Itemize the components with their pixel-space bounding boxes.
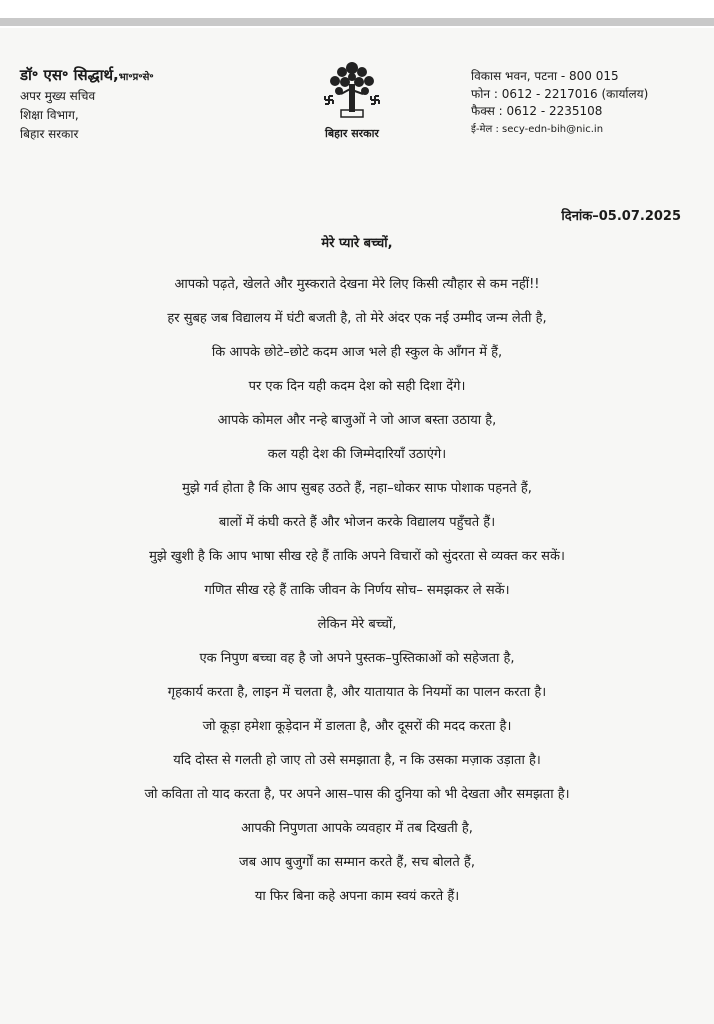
body-line: एक निपुण बच्चा वह है जो अपने पुस्तक–पुस्तिकाओं को सहेजता है, xyxy=(199,651,515,666)
body-line: कल यही देश की जिम्मेदारियाँ उठाएंगे। xyxy=(267,447,447,462)
body-line: आपके कोमल और नन्हे बाजुओं ने जो आज बस्ता उठाया है, xyxy=(217,413,497,428)
body-line: या फिर बिना कहे अपना काम स्वयं करते हैं। xyxy=(254,889,460,904)
body-line: जो कूड़ा हमेशा कूड़ेदान में डालता है, और दूसरों की मदद करता है। xyxy=(202,719,512,734)
contact-block xyxy=(471,68,648,138)
emblem-caption: बिहार सरकार xyxy=(325,127,379,140)
body-line: जो कविता तो याद करता है, पर अपने आस–पास की दुनिया को भी देखता और समझता है। xyxy=(144,787,570,802)
fax-line: फैक्स : 0612 - 2235108 xyxy=(471,104,603,118)
body-line: हर सुबह जब विद्यालय में घंटी बजती है, तो मेरे अंदर एक नई उम्मीद जन्म लेती है, xyxy=(167,311,547,326)
top-divider xyxy=(0,18,714,26)
bodhi-tree-icon xyxy=(317,54,387,124)
body-line: आपको पढ़ते, खेलते और मुस्कराते देखना मेरे लिए किसी त्यौहार से कम नहीं!! xyxy=(174,277,540,292)
sender-department: शिक्षा विभाग, xyxy=(20,108,79,122)
body-line: यदि दोस्त से गलती हो जाए तो उसे समझाता है, न कि उसका मज़ाक उड़ाता है। xyxy=(173,753,541,768)
letter-date: दिनांक–05.07.2025 xyxy=(561,209,681,224)
sender-government: बिहार सरकार xyxy=(20,127,79,141)
body-line: पर एक दिन यही कदम देश को सही दिशा देंगे। xyxy=(248,379,466,394)
body-line: बालों में कंघी करते हैं और भोजन करके विद्यालय पहुँचते हैं। xyxy=(218,515,496,530)
phone-line: फोन : 0612 - 2217016 (कार्यालय) xyxy=(471,86,649,101)
sender-designation: अपर मुख्य सचिव xyxy=(20,89,96,103)
body-line: लेकिन मेरे बच्चों, xyxy=(317,617,397,632)
sender-degree: भा॰प्र॰से॰ xyxy=(118,72,154,83)
letter-body xyxy=(0,274,714,920)
body-line: जब आप बुजुर्गों का सम्मान करते हैं, सच बोलते हैं, xyxy=(239,855,475,870)
body-line: कि आपके छोटे–छोटे कदम आज भले ही स्कुल के आँगन में हैं, xyxy=(211,345,503,360)
greeting: मेरे प्यारे बच्चों, xyxy=(321,236,393,251)
email-line: ई-मेल : secy-edn-bih@nic.in xyxy=(471,123,604,135)
top-bar xyxy=(0,0,714,28)
bihar-emblem xyxy=(308,54,396,141)
body-line: गृहकार्य करता है, लाइन में चलता है, और यातायात के नियमों का पालन करता है। xyxy=(167,685,547,700)
sender-name: डॉ॰ एस॰ सिद्धार्थ, xyxy=(20,66,119,84)
body-line: गणित सीख रहे हैं ताकि जीवन के निर्णय सोच– समझकर ले सकें। xyxy=(204,583,510,598)
body-line: मुझे गर्व होता है कि आप सुबह उठते हैं, नहा–धोकर साफ पोशाक पहनते हैं, xyxy=(182,481,532,496)
sender-block xyxy=(20,66,154,144)
body-line: मुझे खुशी है कि आप भाषा सीख रहे हैं ताकि अपने विचारों को सुंदरता से व्यक्त कर सकें। xyxy=(149,549,565,564)
address-line: विकास भवन, पटना - 800 015 xyxy=(471,69,619,83)
body-line: आपकी निपुणता आपके व्यवहार में तब दिखती है, xyxy=(241,821,473,836)
